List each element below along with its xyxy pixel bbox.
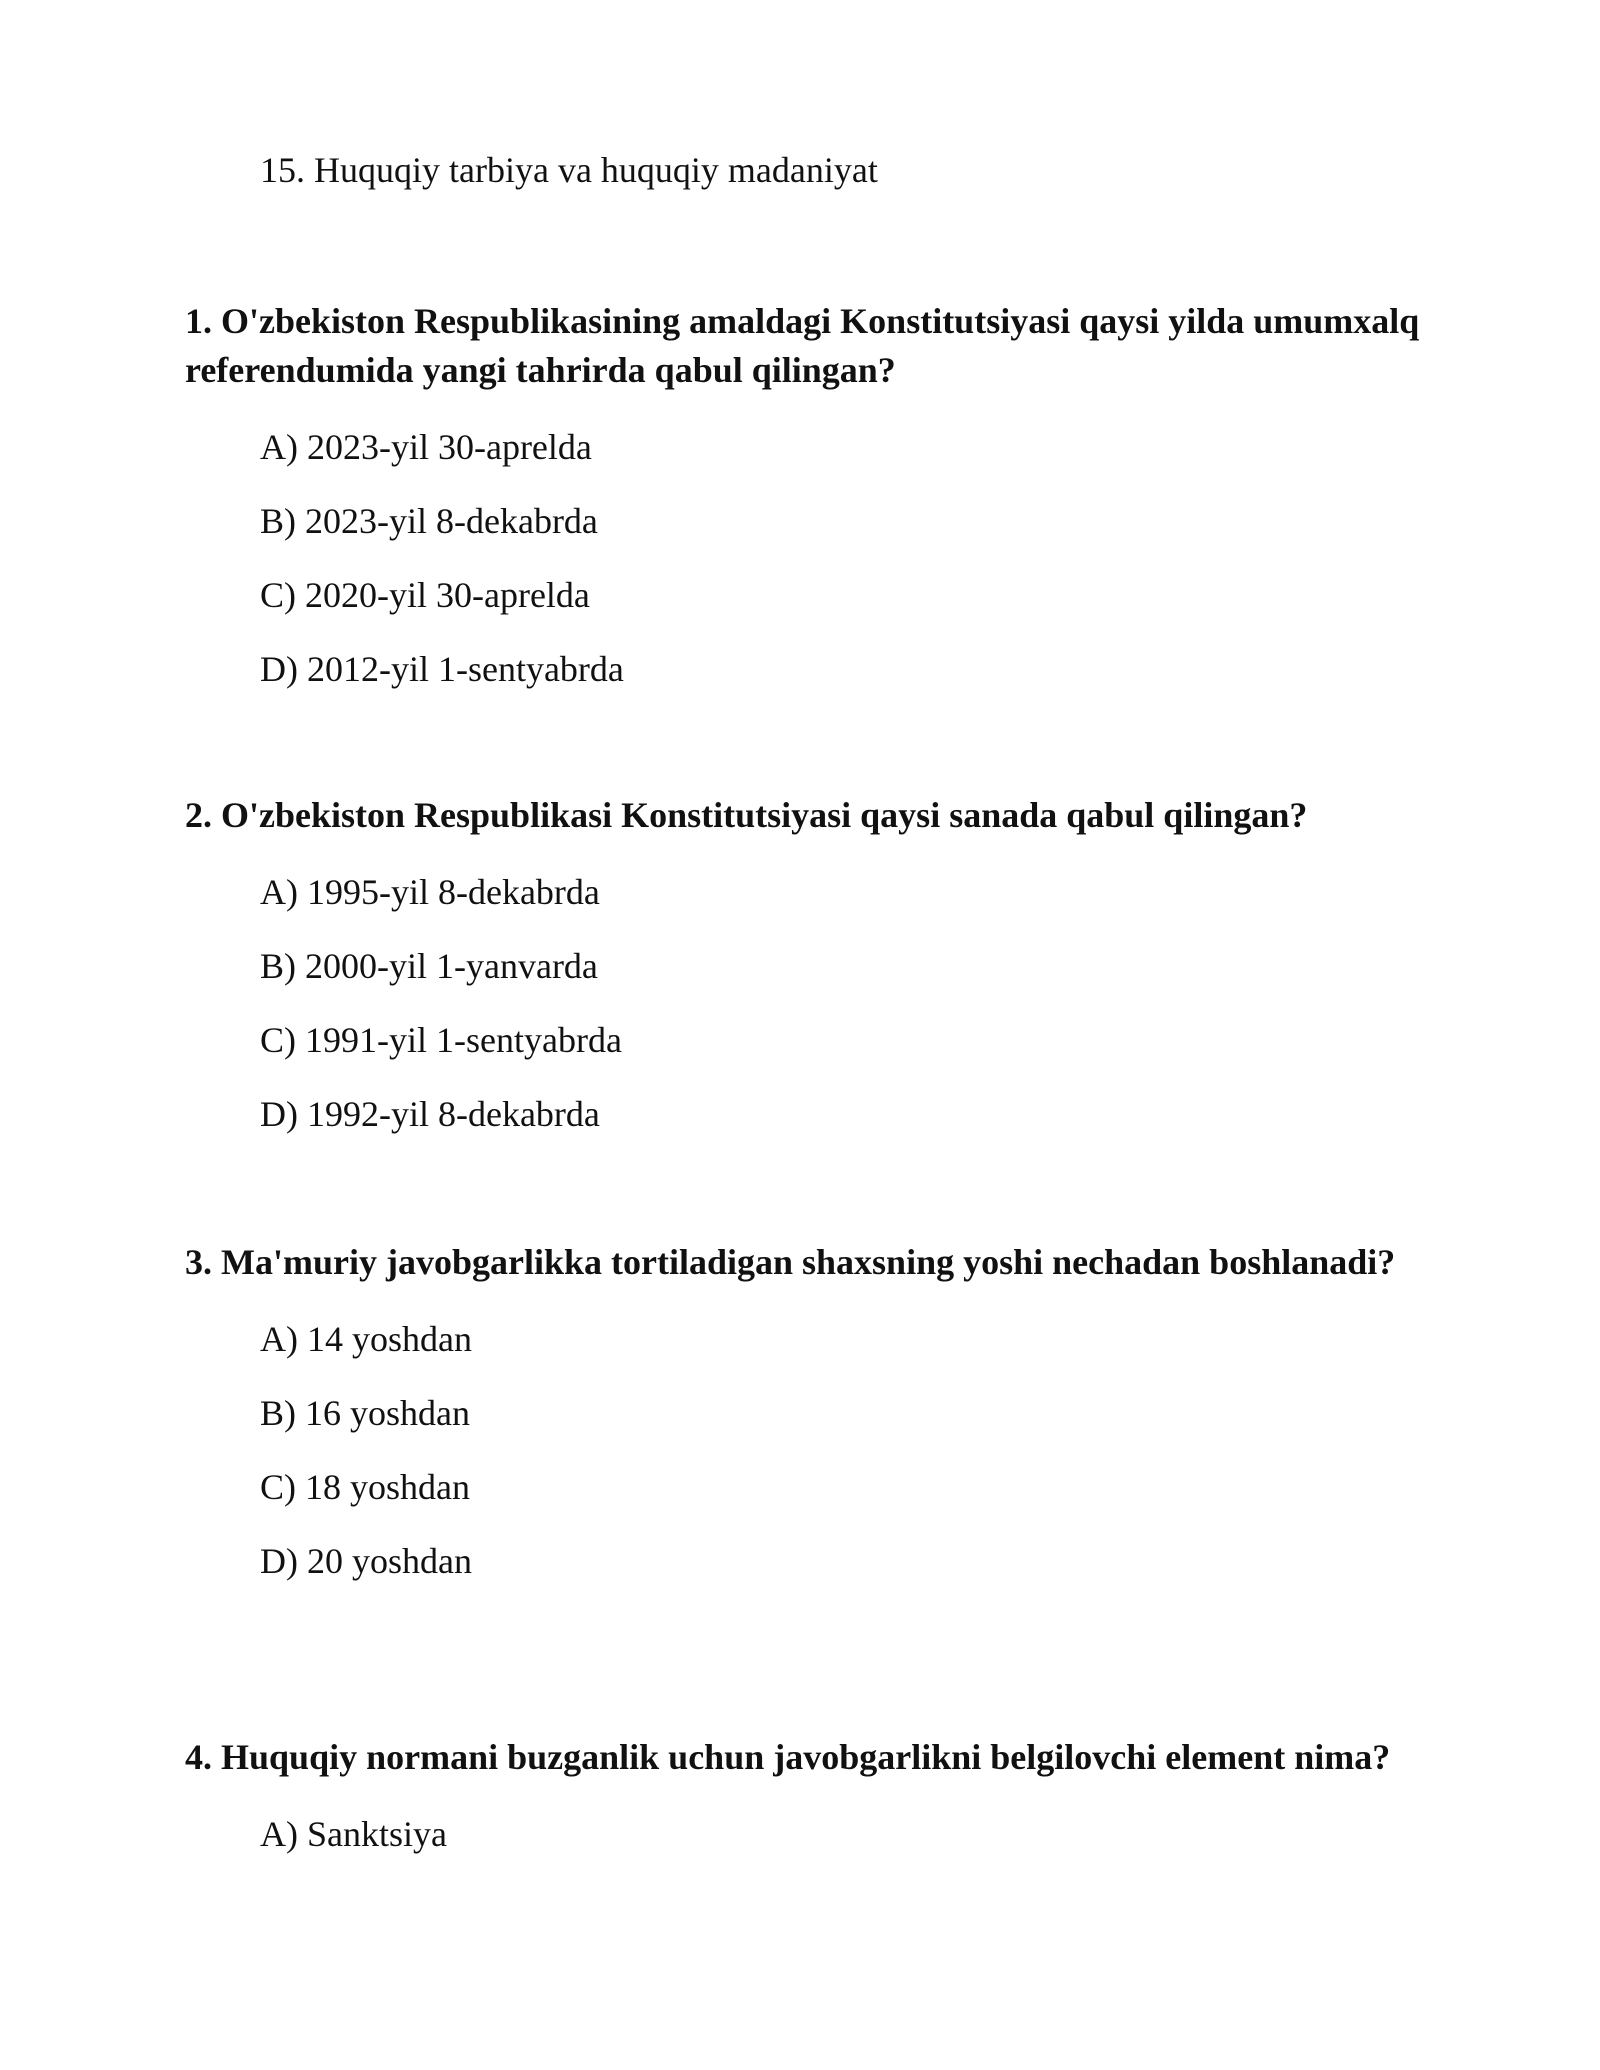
question-text: 1. O'zbekiston Respublikasining amaldagi Konstitutsiyasi qaysi yilda umumxalq referendumida yangi tahrirda qabul qilingan? xyxy=(185,301,1420,390)
answer-options xyxy=(185,1317,1445,1583)
question-2 xyxy=(185,791,1445,1136)
option-c: C) 2020-yil 30-aprelda xyxy=(260,575,590,615)
question-text: 2. O'zbekiston Respublikasi Konstitutsiyasi qaysi sanada qabul qilingan? xyxy=(185,795,1308,835)
answer-options xyxy=(185,425,1445,691)
topic-heading: 15. Huquqiy tarbiya va huquqiy madaniyat xyxy=(260,150,878,190)
option-a: A) 14 yoshdan xyxy=(260,1319,472,1359)
option-b: B) 2000-yil 1-yanvarda xyxy=(260,946,598,986)
option-b: B) 2023-yil 8-dekabrda xyxy=(260,501,598,541)
option-c: C) 18 yoshdan xyxy=(260,1467,470,1507)
option-c: C) 1991-yil 1-sentyabrda xyxy=(260,1020,622,1060)
option-d: D) 20 yoshdan xyxy=(260,1541,472,1581)
option-a: A) Sanktsiya xyxy=(260,1814,447,1854)
question-1 xyxy=(185,297,1445,691)
option-d: D) 1992-yil 8-dekabrda xyxy=(260,1094,600,1134)
answer-options xyxy=(185,870,1445,1136)
question-text: 3. Ma'muriy javobgarlikka tortiladigan shaxsning yoshi nechadan boshlanadi? xyxy=(185,1242,1396,1282)
option-a: A) 1995-yil 8-dekabrda xyxy=(260,872,600,912)
option-a: A) 2023-yil 30-aprelda xyxy=(260,427,592,467)
option-d: D) 2012-yil 1-sentyabrda xyxy=(260,649,624,689)
question-4 xyxy=(185,1733,1445,1856)
option-b: B) 16 yoshdan xyxy=(260,1393,470,1433)
question-text: 4. Huquqiy normani buzganlik uchun javobgarlikni belgilovchi element nima? xyxy=(185,1737,1391,1777)
answer-options xyxy=(185,1812,1445,1856)
question-3 xyxy=(185,1238,1445,1583)
